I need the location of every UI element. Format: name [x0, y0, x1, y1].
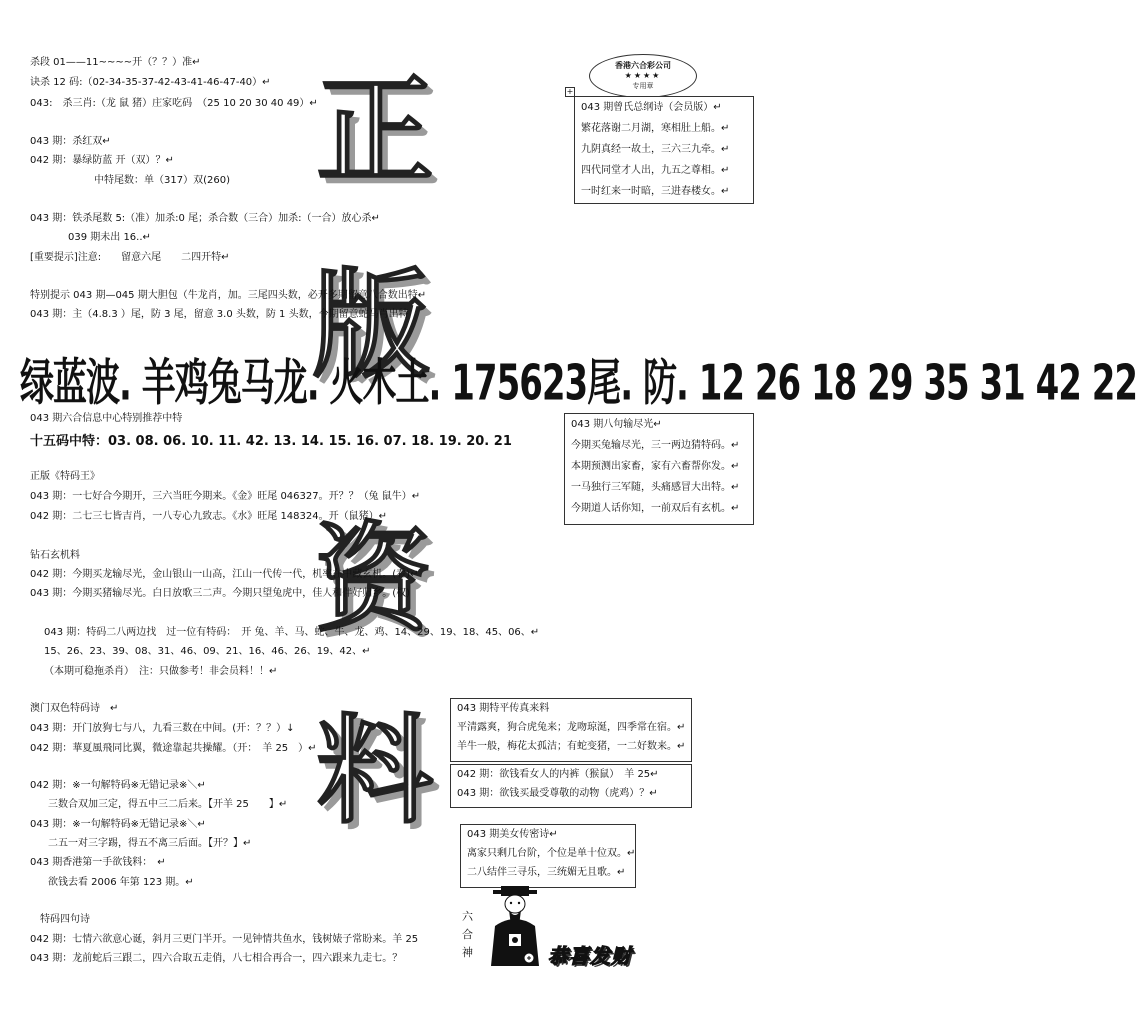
diamond-042: 042 期：今期买龙输尽光，金山银山一山高，江山一代传一代，机率在中藏玄机。(看)↵: [30, 569, 419, 580]
eight-title: 043 期八句输尽光↵: [571, 419, 662, 430]
god-of-wealth-icon: [489, 886, 541, 966]
green-blue-line: 042 期：暴绿防蓝 开（双）？↵: [30, 155, 174, 166]
big-headline: 绿蓝波. 羊鸡兔马龙. 火木土. 175623尾. 防. 12 26 18 29 35 31 42 22: [20, 354, 1137, 413]
watermark-char-liao: 料: [316, 702, 435, 840]
tema-wang-title: 正版《特码王》: [30, 471, 100, 482]
one-sentence-043-answer: 二五一对三字踢，得五不离三后面。【开？】↵: [48, 838, 252, 849]
hongkong-title: 043 期香港第一手欲钱料： ↵: [30, 857, 166, 868]
tail-number-line: 中特尾数：单（317）双(260): [94, 175, 230, 186]
watermark-char-zi: 资: [314, 510, 433, 648]
eight-line-1: 今期买兔输尽光，三一两边猜特码。↵: [571, 440, 740, 451]
fax-line-1: 平清露爽，狗合虎兔来；龙吻琼涎，四季常在宿。↵: [457, 722, 686, 733]
macau-042: 042 期：華夏風飛同比翼，微途靠起共操耀。（开： 羊 25 ）↵: [30, 743, 317, 754]
four-line-poem-042: 042 期：七情六欲意心诞，斜月三更门半开。一见钟情共鱼水，钱树婊子常盼来。羊 25: [30, 934, 419, 945]
beauty-box: [460, 824, 636, 888]
money-042: 042 期：欲钱看女人的内裤（猴鼠） 羊 25↵: [457, 769, 659, 780]
tema-wang-042: 042 期：二七三七皆吉肖，一八专心九致志。《水》旺尾 148324。开（鼠猪）↵: [30, 511, 387, 522]
poem-line-4: 一时红来一时暗，三进春楼女。↵: [581, 186, 730, 197]
fax-box: [450, 698, 692, 762]
poem-title: 043 期曾氏总纲诗（会员版）↵: [581, 102, 722, 113]
eight-line-3: 一马独行三军随，头痛感冒大出特。↵: [571, 482, 740, 493]
macau-poem-title: 澳门双色特码诗 ↵: [30, 703, 119, 714]
eight-line-4: 今期道人话你知，一前双后有玄机。↵: [571, 503, 740, 514]
table-anchor-icon: +: [566, 87, 574, 96]
eight-lines-box: [564, 413, 754, 525]
fifteen-codes-line: 十五码中特：03. 08. 06. 10. 11. 42. 13. 14. 15. 16. 07. 18. 19. 20. 21: [30, 434, 512, 449]
kill-three-zodiac-line: 043: 杀三肖:（龙 鼠 猪）庄家吃码 （25 10 20 30 40 49）↵: [30, 98, 318, 109]
eight-line-2: 本期预测出家畜，家有六畜帮你发。↵: [571, 461, 740, 472]
poem-line-3: 四代同堂才人出，九五之尊相。↵: [581, 165, 730, 176]
diamond-title: 钻石玄机料: [30, 550, 80, 561]
kill-12-codes-line: 诀杀 12 码:（02-34-35-37-42-43-41-46-47-40）↵: [30, 77, 271, 88]
company-seal: 香港六合彩公司 ★★★★ 专用章: [589, 54, 697, 98]
four-line-poem-043: 043 期：龙前蛇后三跟二，四六合取五走俏，八七相合再合一，四六跟来九走七。？: [30, 953, 403, 964]
macau-043: 043 期：开门放狗七与八，九看三数在中间。(开：？？）↓: [30, 723, 295, 734]
four-line-poem-title: 特码四句诗: [40, 914, 90, 925]
one-sentence-042-answer: 三数合双加三定，得五中三二后来。【开羊 25 】↵: [48, 799, 288, 810]
beauty-title: 043 期美女传密诗↵: [467, 829, 558, 840]
kill-range-line: 杀段 01——11~~~~开（？？）准↵: [30, 57, 201, 68]
gongxi-facai-banner: 恭喜发财: [548, 944, 632, 968]
important-tip-line: [重要提示]注意: 留意六尾 二四开特↵: [30, 252, 230, 263]
main-tail-line: 043 期：主（4.8.3 ）尾，防 3 尾，留意 3.0 头数，防 1 头数，今期留意蛇马肖出特: [30, 309, 409, 320]
two-eight-numbers: 15、26、23、39、08、31、46、09、21、16、46、26、19、42、↵: [44, 646, 371, 657]
two-eight-line: 043 期：特码二八两边找 过一位有特码： 开 兔、羊、马、蛇、牛、龙、鸡、14、29、19、18、45、06、↵: [44, 627, 540, 638]
fax-line-2: 羊牛一般，梅花太孤洁；有蛇变猪，一二好数来。↵: [457, 741, 686, 752]
info-center-line: 043 期六合信息中心特别推荐中特: [30, 413, 183, 424]
poem-line-1: 繁花落谢二月湖，寒相肚上船。↵: [581, 123, 730, 134]
poem-box: [574, 96, 754, 204]
money-box: [450, 764, 692, 808]
beauty-line-2: 二八结伴三寻乐，三统媚无且歌。↵: [467, 867, 626, 878]
poem-line-2: 九阴真经一故土，三六三九牵。↵: [581, 144, 730, 155]
tema-wang-043: 043 期：一七好合今期开，三六当旺今期来。《金》旺尾 046327。开？？（兔 鼠牛）↵: [30, 491, 421, 502]
watermark-char-zheng: 正: [316, 62, 435, 200]
one-sentence-042: 042 期：※一句解特码※无错记录※＼↵: [30, 780, 206, 791]
hongkong-answer: 欲钱去看 2006 年第 123 期。↵: [48, 877, 194, 888]
liuhe-shen-label: 六 合 神: [462, 910, 473, 959]
beauty-line-1: 离家只剩几台阶，个位是单十位双。↵: [467, 848, 636, 859]
kill-red-double-line: 043 期：杀红双↵: [30, 136, 111, 147]
money-043: 043 期：欲钱买最受尊敬的动物（虎鸡）？↵: [457, 788, 658, 799]
watermark-char-ban: 版: [312, 256, 431, 394]
diamond-043: 043 期：今期买猪输尽光。白日放歌三二声。今期只望兔虎中，佳人和伴好归乡。(权): [30, 588, 411, 599]
fax-title: 043 期特平传真来料: [457, 703, 550, 714]
reference-note: （本期可稳拖杀肖） 注：只做参考！非会员料！！↵: [44, 666, 278, 677]
period-039-line: 039 期未出 16..↵: [68, 232, 151, 243]
one-sentence-043: 043 期：※一句解特码※无错记录※＼↵: [30, 819, 206, 830]
special-tip-line: 特别提示 043 期—045 期大胆包（牛龙肖，加。三尾四头数，必开多期留意八合数出特↵: [30, 290, 427, 301]
kill-tail-line: 043 期：铁杀尾数 5:（准）加杀:0 尾；杀合数（三合）加杀:（一合）放心杀↵: [30, 213, 380, 224]
